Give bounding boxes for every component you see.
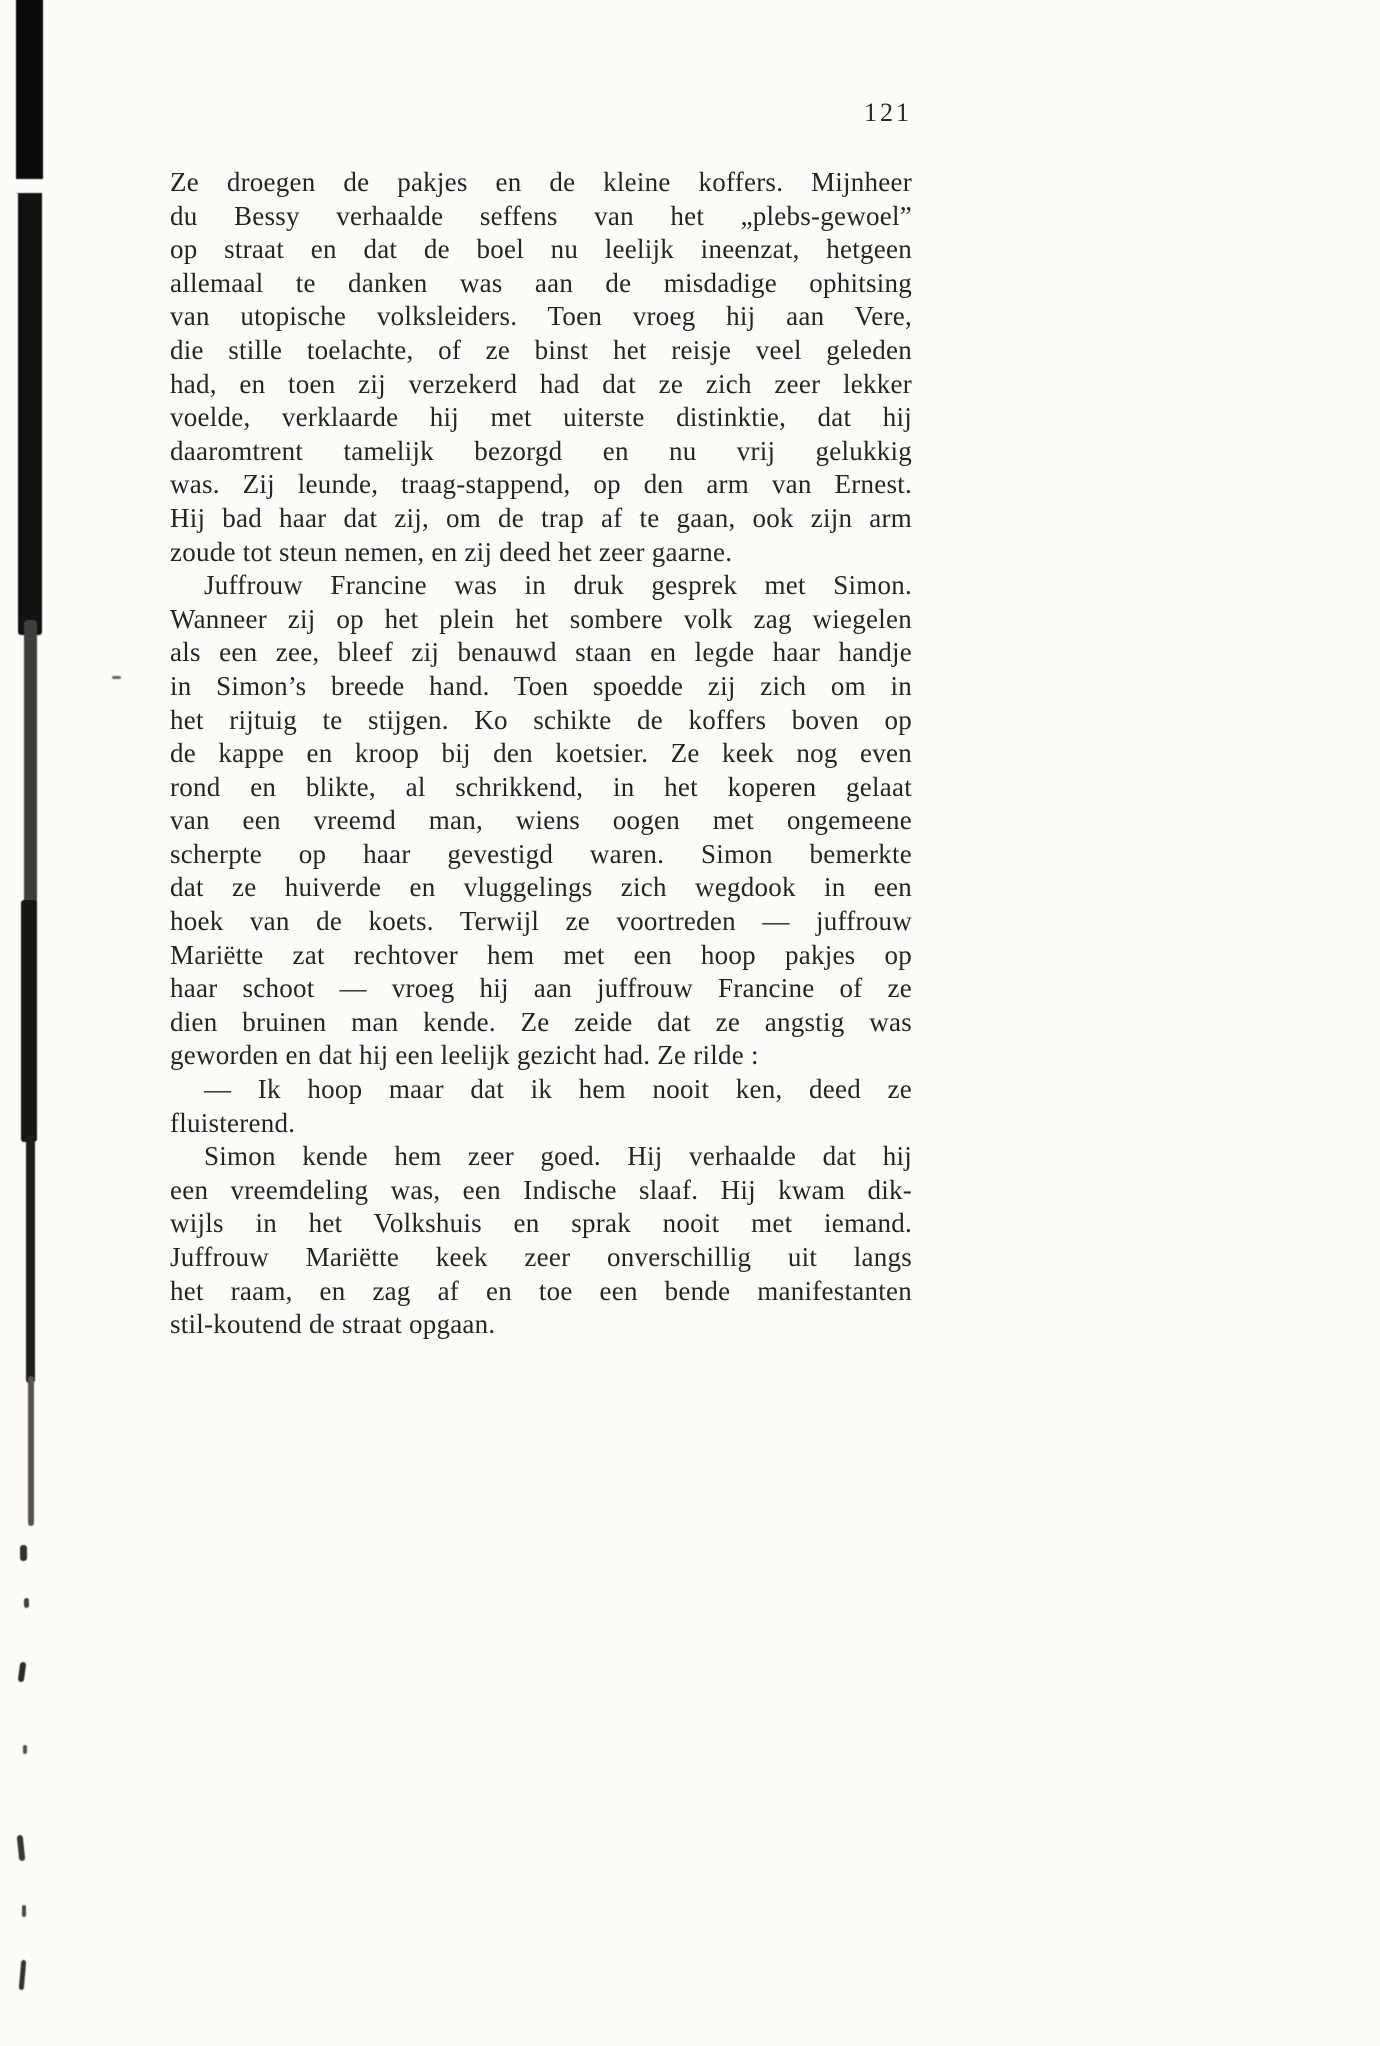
text-line: in Simon’s breede hand. Toen spoedde zij zich om in — [170, 670, 912, 701]
binding-mark — [21, 900, 37, 1142]
text-block — [170, 166, 912, 1342]
text-line: die stille toelachte, of ze binst het reisje veel geleden — [170, 334, 912, 365]
text-line: zoude tot steun nemen, en zij deed het zeer gaarne. — [170, 536, 733, 567]
text-content — [170, 98, 912, 1342]
text-line: een vreemdeling was, een Indische slaaf. Hij kwam dik- — [170, 1174, 912, 1205]
text-line: Hij bad haar dat zij, om de trap af te gaan, ook zijn arm — [170, 502, 912, 533]
text-line: daaromtrent tamelijk bezorgd en nu vrij gelukkig — [170, 435, 912, 466]
binding-mark-gap — [12, 179, 46, 193]
text-line: het rijtuig te stijgen. Ko schikte de koffers boven op — [170, 704, 912, 735]
binding-mark — [18, 190, 42, 635]
text-line: rond en blikte, al schrikkend, in het koperen gelaat — [170, 771, 912, 802]
text-line: Juffrouw Francine was in druk gesprek met Simon. — [204, 570, 912, 601]
text-line: Juffrouw Mariëtte keek zeer onverschillig uit langs — [170, 1242, 912, 1272]
text-line: als een zee, bleef zij benauwd staan en legde haar handje — [170, 637, 912, 668]
text-line: van een vreemd man, wiens oogen met ongemeene — [170, 805, 912, 836]
text-line: Simon kende hem zeer goed. Hij verhaalde dat hij — [204, 1141, 912, 1172]
ink-speck — [19, 1960, 27, 1990]
ink-speck — [23, 1745, 27, 1754]
ink-speck — [24, 1598, 29, 1608]
text-line: Mariëtte zat rechtover hem met een hoop pakjes op — [170, 939, 912, 970]
text-line: haar schoot — vroeg hij aan juffrouw Francine of ze — [170, 973, 912, 1004]
text-line: het raam, en zag af en toe een bende manifestanten — [170, 1275, 912, 1306]
text-line: wijls in het Volkshuis en sprak nooit met iemand. — [170, 1208, 912, 1239]
ink-speck — [17, 1835, 26, 1861]
ink-speck — [22, 1905, 26, 1917]
binding-mark — [26, 1135, 35, 1383]
text-line: geworden en dat hij een leelijk gezicht had. Ze rilde : — [170, 1040, 759, 1071]
text-line: Wanneer zij op het plein het sombere volk zag wiegelen — [170, 603, 912, 634]
page-number: 121 — [864, 98, 912, 127]
text-line: stil-koutend de straat opgaan. — [170, 1309, 496, 1340]
text-line: voelde, verklaarde hij met uiterste distinktie, dat hij — [170, 402, 912, 433]
text-line: fluisterend. — [170, 1107, 296, 1138]
text-line: Ze droegen de pakjes en de kleine koffers. Mijnheer — [170, 167, 912, 197]
ink-speck — [18, 1662, 27, 1683]
text-line: van utopische volksleiders. Toen vroeg hij aan Vere, — [170, 301, 912, 332]
text-line: du Bessy verhaalde seffens van het „plebs-gewoel” — [170, 200, 912, 231]
ink-speck — [20, 1545, 27, 1561]
text-line: hoek van de koets. Terwijl ze voortreden — juffrouw — [170, 906, 912, 937]
text-line: dat ze huiverde en vluggelings zich wegdook in een — [170, 872, 912, 903]
binding-mark — [24, 620, 37, 912]
text-line: de kappe en kroop bij den koetsier. Ze keek nog even — [170, 738, 912, 769]
ink-speck — [112, 676, 121, 679]
text-line: dien bruinen man kende. Ze zeide dat ze angstig was — [170, 1006, 912, 1037]
text-line: allemaal te danken was aan de misdadige ophitsing — [170, 267, 912, 298]
binding-mark — [16, 0, 43, 194]
text-line: op straat en dat de boel nu leelijk ineenzat, hetgeen — [170, 234, 912, 265]
text-line: was. Zij leunde, traag-stappend, op den arm van Ernest. — [170, 469, 912, 500]
text-line: — Ik hoop maar dat ik hem nooit ken, deed ze — [204, 1074, 912, 1105]
text-line: scherpte op haar gevestigd waren. Simon bemerkte — [170, 838, 912, 869]
binding-mark — [28, 1376, 34, 1526]
text-line: had, en toen zij verzekerd had dat ze zich zeer lekker — [170, 368, 912, 399]
